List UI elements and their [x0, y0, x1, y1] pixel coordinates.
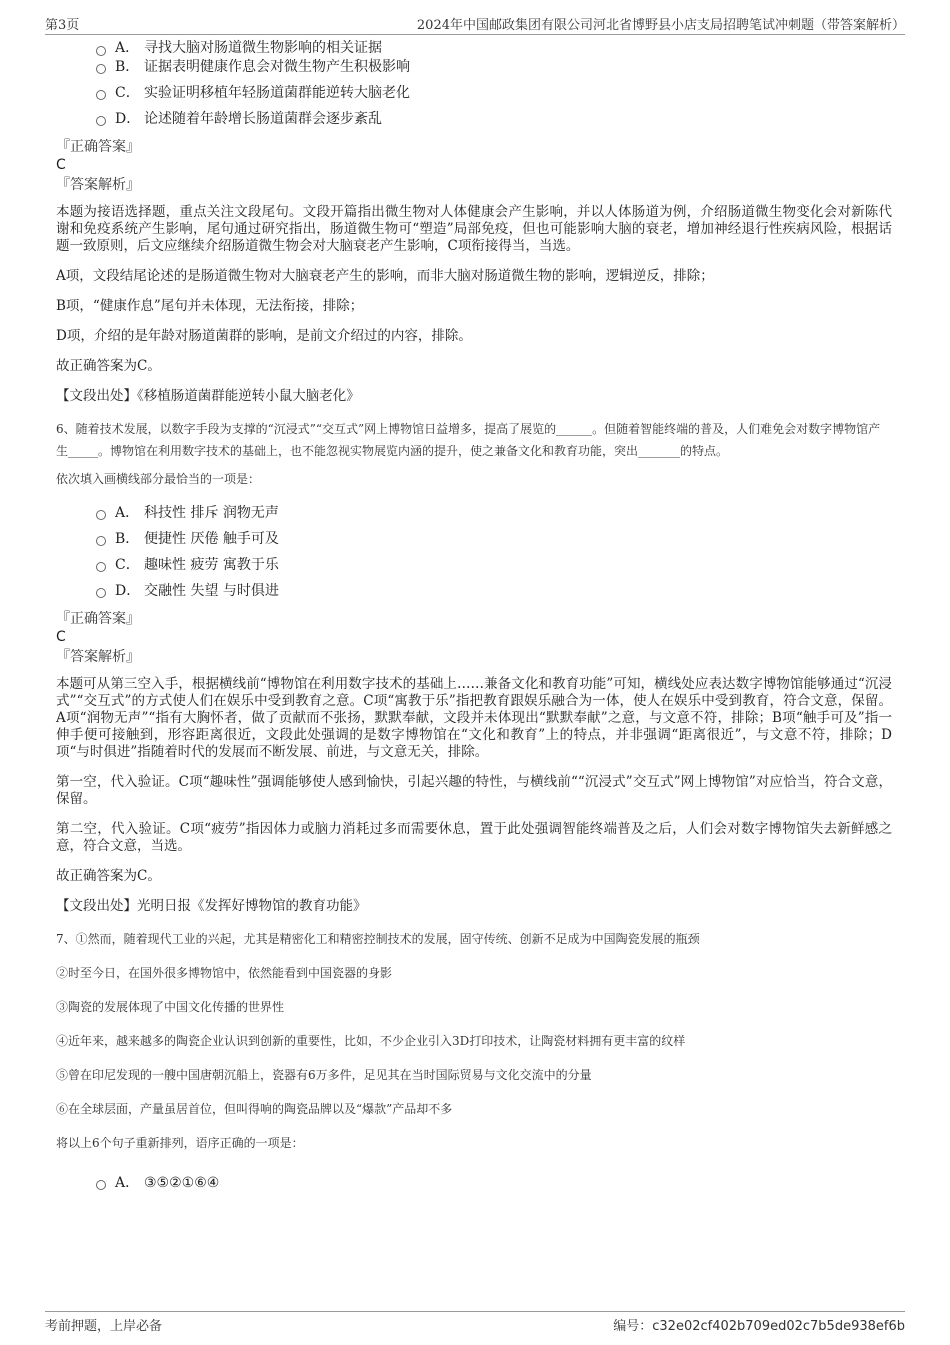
page-footer: [45, 1311, 905, 1336]
page-header: [45, 12, 905, 35]
q7-sentence: 7、①然而，随着现代工业的兴起，尤其是精密化工和精密控制技术的发展，固守传统、创新不足成为中国陶瓷发展的瓶颈: [56, 932, 700, 946]
radio-icon[interactable]: [96, 64, 106, 74]
q6-option-c[interactable]: C． 趣味性 疲劳 寓教于乐: [56, 552, 892, 578]
radio-icon[interactable]: [96, 588, 106, 598]
q5-source: 【文段出处】《移植肠道菌群能逆转小鼠大脑老化》: [56, 388, 360, 404]
q6-analysis-para: 故正确答案为C。: [56, 868, 161, 884]
radio-icon[interactable]: [96, 562, 106, 572]
q6-analysis-label: 『答案解析』: [56, 649, 140, 665]
q5-option-a[interactable]: A． 寻找大脑对肠道微生物影响的相关证据: [56, 40, 892, 56]
page-content: [56, 40, 892, 1196]
q6-stem: 6、随着技术发展，以数字手段为支撑的“沉浸式”“交互式”网上博物馆日益增多，提高了展览的______。但随着智能终端的普及，人们难免会对数字博物馆产生_____。博物馆在利用数字技术的基础上，也不能忽视实物展览内涵的提升，使之兼备文化和教育功能，突出_______的特点。: [56, 422, 881, 458]
q6-option-b[interactable]: B． 便捷性 厌倦 触手可及: [56, 526, 892, 552]
q7-sentence: ⑤曾在印尼发现的一艘中国唐朝沉船上，瓷器有6万多件，足见其在当时国际贸易与文化交流中的分量: [56, 1068, 592, 1082]
q6-options: [56, 500, 892, 604]
q6-prompt: 依次填入画横线部分最恰当的一项是：: [56, 472, 261, 486]
q7-sentence: ③陶瓷的发展体现了中国文化传播的世界性: [56, 1000, 285, 1014]
footer-slogan: 考前押题，上岸必备: [45, 1319, 163, 1334]
q5-analysis-para: B项，“健康作息”尾句并未体现，无法衔接，排除；: [56, 298, 364, 314]
radio-icon[interactable]: [96, 536, 106, 546]
q7-option-a[interactable]: A． ③⑤②①⑥④: [56, 1170, 892, 1196]
q7-sentence: ②时至今日，在国外很多博物馆中，依然能看到中国瓷器的身影: [56, 966, 393, 980]
q6-answer: C: [56, 629, 66, 645]
q5-answer-label: 『正确答案』: [56, 139, 140, 155]
q6-option-d[interactable]: D． 交融性 失望 与时俱进: [56, 578, 892, 604]
q6-analysis-para: 第二空，代入验证。C项“疲劳”指因体力或脑力消耗过多而需要休息，置于此处强调智能终端普及之后，人们会对数字博物馆失去新鲜感之意，符合文意，当选。: [56, 821, 892, 854]
code-value: c32e02cf402b709ed02c7b5de938ef6b: [652, 1319, 905, 1334]
code-label: 编号：: [613, 1319, 653, 1334]
q6-answer-label: 『正确答案』: [56, 611, 140, 627]
q7-sentence: ④近年来，越来越多的陶瓷企业认识到创新的重要性，比如，不少企业引入3D打印技术，让陶瓷材料拥有更丰富的纹样: [56, 1034, 686, 1048]
q6-analysis-para: 本题可从第三空入手，根据横线前“博物馆在利用数字技术的基础上……兼备文化和教育功能”可知，横线处应表达数字博物馆能够通过“沉浸式”“交互式”的方式使人们在娱乐中受到教育之意。C项“寓教于乐”指把教育跟娱乐融合为一体，使人在娱乐中受到教育，符合文意，保留。A项“润物无声”“指有大胸怀者，做了贡献而不张扬，默默奉献，文段并未体现出“默默奉献”之意，与文意不符，排除；B项“触手可及”指一伸手便可接触到，形容距离很近，文段此处强调的是数字博物馆在“文化和教育”上的特点，并非强调“距离很近”，与文意不符，排除；D项“与时俱进”指随着时代的发展而不断发展、前进，与文意无关，排除。: [56, 676, 892, 760]
document-code: [613, 1315, 905, 1334]
radio-icon[interactable]: [96, 1180, 106, 1190]
q5-answer: C: [56, 157, 66, 173]
q5-analysis-label: 『答案解析』: [56, 177, 140, 193]
q5-analysis-para: D项，介绍的是年龄对肠道菌群的影响，是前文介绍过的内容，排除。: [56, 328, 472, 344]
q5-option-c[interactable]: C． 实验证明移植年轻肠道菌群能逆转大脑老化: [56, 80, 892, 106]
q7-prompt: 将以上6个句子重新排列，语序正确的一项是：: [56, 1136, 304, 1150]
q5-analysis-para: A项，文段结尾论述的是肠道微生物对大脑衰老产生的影响，而非大脑对肠道微生物的影响，逻辑逆反，排除；: [56, 268, 714, 284]
radio-icon[interactable]: [96, 510, 106, 520]
q6-source: 【文段出处】光明日报《发挥好博物馆的教育功能》: [56, 898, 367, 914]
q7-sentence: ⑥在全球层面，产量虽居首位，但叫得响的陶瓷品牌以及“爆款”产品却不多: [56, 1102, 453, 1116]
q5-option-b[interactable]: B． 证据表明健康作息会对微生物产生积极影响: [56, 54, 892, 80]
q5-analysis-para: 故正确答案为C。: [56, 358, 161, 374]
page-number: 第3页: [45, 18, 80, 33]
document-title: 2024年中国邮政集团有限公司河北省博野县小店支局招聘笔试冲刺题（带答案解析）: [416, 18, 905, 33]
q5-option-d[interactable]: D． 论述随着年龄增长肠道菌群会逐步紊乱: [56, 106, 892, 132]
radio-icon[interactable]: [96, 90, 106, 100]
radio-icon[interactable]: [96, 116, 106, 126]
q5-analysis-para: 本题为接语选择题，重点关注文段尾句。文段开篇指出微生物对人体健康会产生影响，并以人体肠道为例，介绍肠道微生物变化会对新陈代谢和免疫系统产生影响，尾句通过研究指出，肠道微生物可“塑造”局部免疫，但也可能影响大脑的衰老，增加神经退行性疾病风险，根据话题一致原则，后文应继续介绍肠道微生物会对大脑衰老产生影响，C项衔接得当，当选。: [56, 204, 892, 254]
q5-options: [56, 40, 892, 132]
q6-analysis-para: 第一空，代入验证。C项“趣味性”强调能够使人感到愉快，引起兴趣的特性，与横线前““沉浸式”交互式”网上博物馆”对应恰当，符合文意，保留。: [56, 774, 892, 807]
q6-option-a[interactable]: A． 科技性 排斥 润物无声: [56, 500, 892, 526]
